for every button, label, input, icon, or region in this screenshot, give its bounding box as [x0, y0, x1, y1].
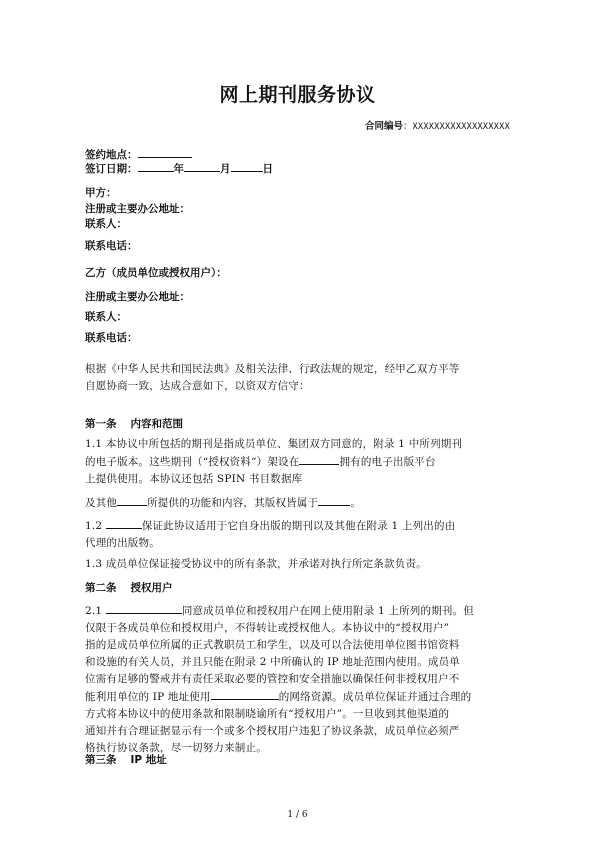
clause-line: 和设施的有关人员，并且只能在附录 2 中所确认的 IP 地址范围内使用。成员单: [85, 656, 461, 668]
party-b-phone: 联系电话：: [85, 332, 138, 344]
clause-line: [85, 517, 510, 535]
sign-month-blank: [184, 160, 220, 172]
article-1-number: 第一条: [85, 418, 117, 430]
article-1-title: 内容和范围: [130, 418, 183, 430]
clause-line: [85, 602, 510, 620]
clause-text: 保证此协议适用于它自身出版的期刊以及其他在附录 1 上列出的由: [141, 520, 456, 532]
clause-line: 代理的出版物。: [85, 537, 160, 549]
clause-text: 1.2: [85, 520, 106, 532]
clause-line: [85, 688, 510, 706]
clause-line: 位需有足够的警戒并有责任采取必要的管控和安全措施以确保任何非授权用户不: [85, 673, 460, 685]
clause-text: 所提供的功能和内容，其版权皆属于: [147, 497, 319, 509]
clause-1-2: [85, 517, 510, 552]
blank-field: [106, 517, 142, 529]
article-3-number: 第三条: [85, 754, 117, 766]
blank-field: [211, 688, 279, 700]
clause-line: 仅限于各成员单位和授权用户，不得转让或授权他人。本协议中的“授权用户”: [85, 622, 450, 634]
clause-2-1: [85, 602, 510, 757]
sign-day-label: 日: [262, 163, 273, 175]
article-1-heading: [85, 416, 183, 431]
party-a-contact: 联系人：: [85, 218, 127, 230]
document-title: 网上期刊服务协议: [219, 84, 376, 106]
intro-line: 自愿协商一致，达成合意如下，以资双方信守：: [85, 380, 310, 392]
sign-year-label: 年: [173, 163, 184, 175]
blank-field: [299, 453, 339, 465]
clause-line: [85, 494, 510, 512]
clause-text: 2.1: [85, 605, 106, 617]
sign-month-label: 月: [220, 163, 231, 175]
article-3-title: IP 地址: [130, 754, 167, 766]
intro-paragraph: [85, 361, 510, 395]
party-a-address: 注册或主要办公地址：: [85, 203, 190, 215]
contract-number-colon: ：: [402, 121, 413, 132]
clause-1-1-cont: [85, 494, 510, 512]
blank-field: [318, 494, 350, 506]
clause-line: 格执行协议条款，尽一切努力来制止。: [85, 742, 267, 754]
clause-line: 1.1 本协议中所包括的期刊是指成员单位、集团双方同意的，附录 1 中所列期刊: [85, 438, 463, 450]
clause-line: 通知并有合理证据显示有一个或多个授权用户违犯了协议条款，成员单位必须严: [85, 725, 460, 737]
party-b-label: 乙方（成员单位或授权用户）：: [85, 267, 227, 279]
clause-line: [85, 453, 510, 471]
intro-line: 根据《中华人民共和国民法典》及相关法律、行政法规的规定，经甲乙双方平等: [85, 363, 460, 375]
clause-text: 的网络资源。成员单位保证并通过合理的: [278, 691, 472, 703]
clause-line: 上提供使用。本协议还包括 SPIN 书目数据库: [85, 473, 303, 485]
contract-number: [365, 118, 510, 132]
clause-text: 同意成员单位和授权用户在网上使用附录 1 上所列的期刊。但: [181, 605, 474, 617]
blank-field: [117, 494, 147, 506]
clause-1-3: [85, 556, 510, 573]
article-3-heading: [85, 752, 167, 767]
clause-text: 。: [350, 497, 362, 509]
clause-1-1: [85, 436, 510, 488]
contract-number-label: 合同编号: [364, 121, 403, 132]
clause-text: 及其他: [85, 497, 118, 509]
article-2-title: 授权用户: [130, 582, 173, 594]
clause-text: 能利用单位的 IP 地址使用: [85, 691, 211, 703]
clause-line: 指的是成员单位所属的正式教职员工和学生，以及可以合法使用单位图书馆资料: [85, 639, 460, 651]
sign-date-label: 签订日期：: [85, 163, 138, 175]
sign-year-blank: [138, 160, 174, 172]
sign-place-label: 签约地点：: [85, 149, 138, 161]
sign-date-line: [85, 160, 510, 176]
contract-number-value: XXXXXXXXXXXXXXXXXX: [412, 122, 510, 132]
party-a-phone: 联系电话：: [85, 240, 138, 252]
sign-place-blank: [138, 146, 192, 158]
page-number: 1 / 6: [287, 810, 308, 820]
article-2-number: 第二条: [85, 582, 117, 594]
clause-line: 方式将本协议中的使用条款和限制晓谕所有“授权用户”。一旦收到其他渠道的: [85, 708, 450, 720]
article-2-heading: [85, 580, 173, 595]
party-b-address: 注册或主要办公地址：: [85, 291, 190, 303]
blank-field: [106, 602, 182, 614]
sign-day-blank: [231, 160, 263, 172]
clause-text: 的电子版本。这些期刊（“授权资料”）架设在: [85, 456, 300, 468]
clause-line: 1.3 成员单位保证接受协议中的所有条款，并承诺对执行所定条款负责。: [85, 558, 427, 570]
clause-text: 拥有的电子出版平台: [339, 456, 436, 468]
party-a-label: 甲方：: [85, 187, 117, 199]
party-b-contact: 联系人：: [85, 311, 127, 323]
